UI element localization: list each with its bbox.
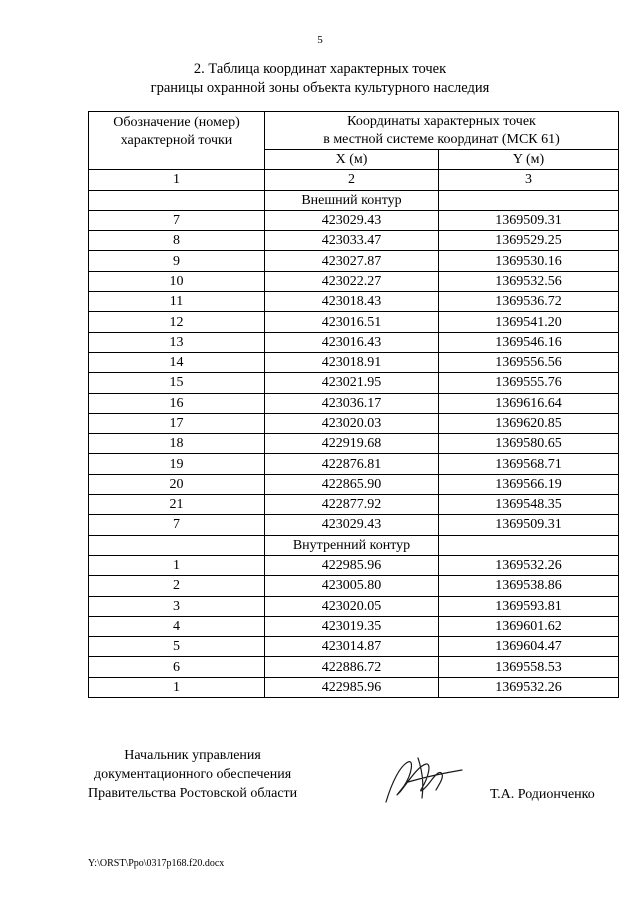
point-number-cell: 20 <box>89 474 265 494</box>
y-coordinate-cell: 1369509.31 <box>439 515 619 535</box>
x-coordinate-cell: 423020.03 <box>265 413 439 433</box>
x-coordinate-cell: 423016.51 <box>265 312 439 332</box>
x-coordinate-cell: 422877.92 <box>265 495 439 515</box>
y-coordinate-cell: 1369580.65 <box>439 434 619 454</box>
x-coordinate-cell: 423020.05 <box>265 596 439 616</box>
y-coordinate-cell: 1369529.25 <box>439 231 619 251</box>
table-row <box>89 251 619 271</box>
x-coordinate-cell: 423029.43 <box>265 210 439 230</box>
point-number-cell: 3 <box>89 596 265 616</box>
y-coordinate-cell: 1369555.76 <box>439 373 619 393</box>
table-row <box>89 332 619 352</box>
point-number-cell: 18 <box>89 434 265 454</box>
y-coordinate-cell: 1369546.16 <box>439 332 619 352</box>
y-coordinate-cell: 1369532.26 <box>439 677 619 697</box>
point-number-cell: 7 <box>89 210 265 230</box>
point-number-cell: 9 <box>89 251 265 271</box>
y-coordinate-cell: 1369536.72 <box>439 292 619 312</box>
table-row <box>89 616 619 636</box>
x-coordinate-cell: 422919.68 <box>265 434 439 454</box>
x-coordinate-cell: 422865.90 <box>265 474 439 494</box>
point-number-cell: 5 <box>89 637 265 657</box>
x-coordinate-cell: 423005.80 <box>265 576 439 596</box>
table-row <box>89 576 619 596</box>
x-coordinate-cell: 423029.43 <box>265 515 439 535</box>
position-line-2: документационного обеспечения <box>93 767 292 782</box>
x-coordinate-cell: 423036.17 <box>265 393 439 413</box>
title-line-2: границы охранной зоны объекта культурного наследия <box>150 80 490 96</box>
point-number-cell: 4 <box>89 616 265 636</box>
table-row <box>89 393 619 413</box>
y-coordinate-cell: 1369620.85 <box>439 413 619 433</box>
outer-contour-header-empty-cell <box>439 190 619 210</box>
footer-file-path: Y:\ORST\Ppo\0317p168.f20.docx <box>88 858 225 869</box>
x-coordinate-cell: 423033.47 <box>265 231 439 251</box>
y-coordinate-cell: 1369604.47 <box>439 637 619 657</box>
x-coordinate-cell: 423014.87 <box>265 637 439 657</box>
x-coordinate-cell: 423022.27 <box>265 271 439 291</box>
handwritten-signature <box>378 752 468 812</box>
point-number-cell: 21 <box>89 495 265 515</box>
y-coordinate-cell: 1369556.56 <box>439 352 619 372</box>
inner-contour-header-row <box>89 535 619 555</box>
x-coordinate-cell: 423021.95 <box>265 373 439 393</box>
outer-contour-header-empty-cell <box>89 190 265 210</box>
header-point-designation-text: Обозначение (номер) характерной точки <box>113 115 240 148</box>
y-coordinate-cell: 1369538.86 <box>439 576 619 596</box>
x-coordinate-cell: 423016.43 <box>265 332 439 352</box>
header-col-num-2: 2 <box>265 170 439 190</box>
signer-name: Т.А. Родионченко <box>490 787 595 802</box>
x-coordinate-cell: 423018.43 <box>265 292 439 312</box>
document-title <box>0 60 640 98</box>
position-line-1: Начальник управления <box>124 748 261 763</box>
table-row <box>89 637 619 657</box>
position-line-3: Правительства Ростовской области <box>88 786 298 801</box>
point-number-cell: 10 <box>89 271 265 291</box>
header-coordinates <box>265 112 619 150</box>
point-number-cell: 11 <box>89 292 265 312</box>
table-row <box>89 352 619 372</box>
table-row <box>89 312 619 332</box>
inner-contour-label: Внутренний контур <box>265 535 439 555</box>
x-coordinate-cell: 422886.72 <box>265 657 439 677</box>
point-number-cell: 16 <box>89 393 265 413</box>
point-number-cell: 13 <box>89 332 265 352</box>
y-coordinate-cell: 1369601.62 <box>439 616 619 636</box>
table-row <box>89 474 619 494</box>
point-number-cell: 15 <box>89 373 265 393</box>
x-coordinate-cell: 422985.96 <box>265 677 439 697</box>
y-coordinate-cell: 1369568.71 <box>439 454 619 474</box>
x-coordinate-cell: 423018.91 <box>265 352 439 372</box>
y-coordinate-cell: 1369509.31 <box>439 210 619 230</box>
point-number-cell: 7 <box>89 515 265 535</box>
table-row <box>89 495 619 515</box>
table-row <box>89 413 619 433</box>
x-coordinate-cell: 423027.87 <box>265 251 439 271</box>
y-coordinate-cell: 1369616.64 <box>439 393 619 413</box>
y-coordinate-cell: 1369532.26 <box>439 555 619 575</box>
header-col-num-1: 1 <box>89 170 265 190</box>
page-number: 5 <box>317 34 323 46</box>
inner-contour-header-empty-cell <box>89 535 265 555</box>
point-number-cell: 14 <box>89 352 265 372</box>
inner-contour-header-empty-cell <box>439 535 619 555</box>
point-number-cell: 2 <box>89 576 265 596</box>
header-y: Y (м) <box>439 150 619 170</box>
header-point-designation <box>89 112 265 170</box>
x-coordinate-cell: 422876.81 <box>265 454 439 474</box>
x-coordinate-cell: 423019.35 <box>265 616 439 636</box>
y-coordinate-cell: 1369566.19 <box>439 474 619 494</box>
y-coordinate-cell: 1369532.56 <box>439 271 619 291</box>
table-body <box>89 190 619 697</box>
point-number-cell: 17 <box>89 413 265 433</box>
point-number-cell: 8 <box>89 231 265 251</box>
header-col-num-3: 3 <box>439 170 619 190</box>
table-row <box>89 596 619 616</box>
table-row <box>89 657 619 677</box>
signature-position <box>88 746 297 803</box>
table-row <box>89 292 619 312</box>
table-row <box>89 515 619 535</box>
y-coordinate-cell: 1369558.53 <box>439 657 619 677</box>
table-row <box>89 434 619 454</box>
point-number-cell: 19 <box>89 454 265 474</box>
table-row <box>89 373 619 393</box>
y-coordinate-cell: 1369541.20 <box>439 312 619 332</box>
table-row <box>89 210 619 230</box>
table-row <box>89 555 619 575</box>
coordinates-table <box>88 111 619 698</box>
point-number-cell: 1 <box>89 555 265 575</box>
table-row <box>89 271 619 291</box>
outer-contour-label: Внешний контур <box>265 190 439 210</box>
y-coordinate-cell: 1369548.35 <box>439 495 619 515</box>
y-coordinate-cell: 1369530.16 <box>439 251 619 271</box>
outer-contour-header-row <box>89 190 619 210</box>
point-number-cell: 12 <box>89 312 265 332</box>
x-coordinate-cell: 422985.96 <box>265 555 439 575</box>
point-number-cell: 6 <box>89 657 265 677</box>
table-row <box>89 231 619 251</box>
table-row <box>89 454 619 474</box>
point-number-cell: 1 <box>89 677 265 697</box>
y-coordinate-cell: 1369593.81 <box>439 596 619 616</box>
header-coordinates-line-2: в местной системе координат (МСК 61) <box>323 132 560 147</box>
title-line-1: 2. Таблица координат характерных точек <box>193 61 447 77</box>
table-row <box>89 677 619 697</box>
header-x: X (м) <box>265 150 439 170</box>
header-coordinates-line-1: Координаты характерных точек <box>347 114 536 129</box>
